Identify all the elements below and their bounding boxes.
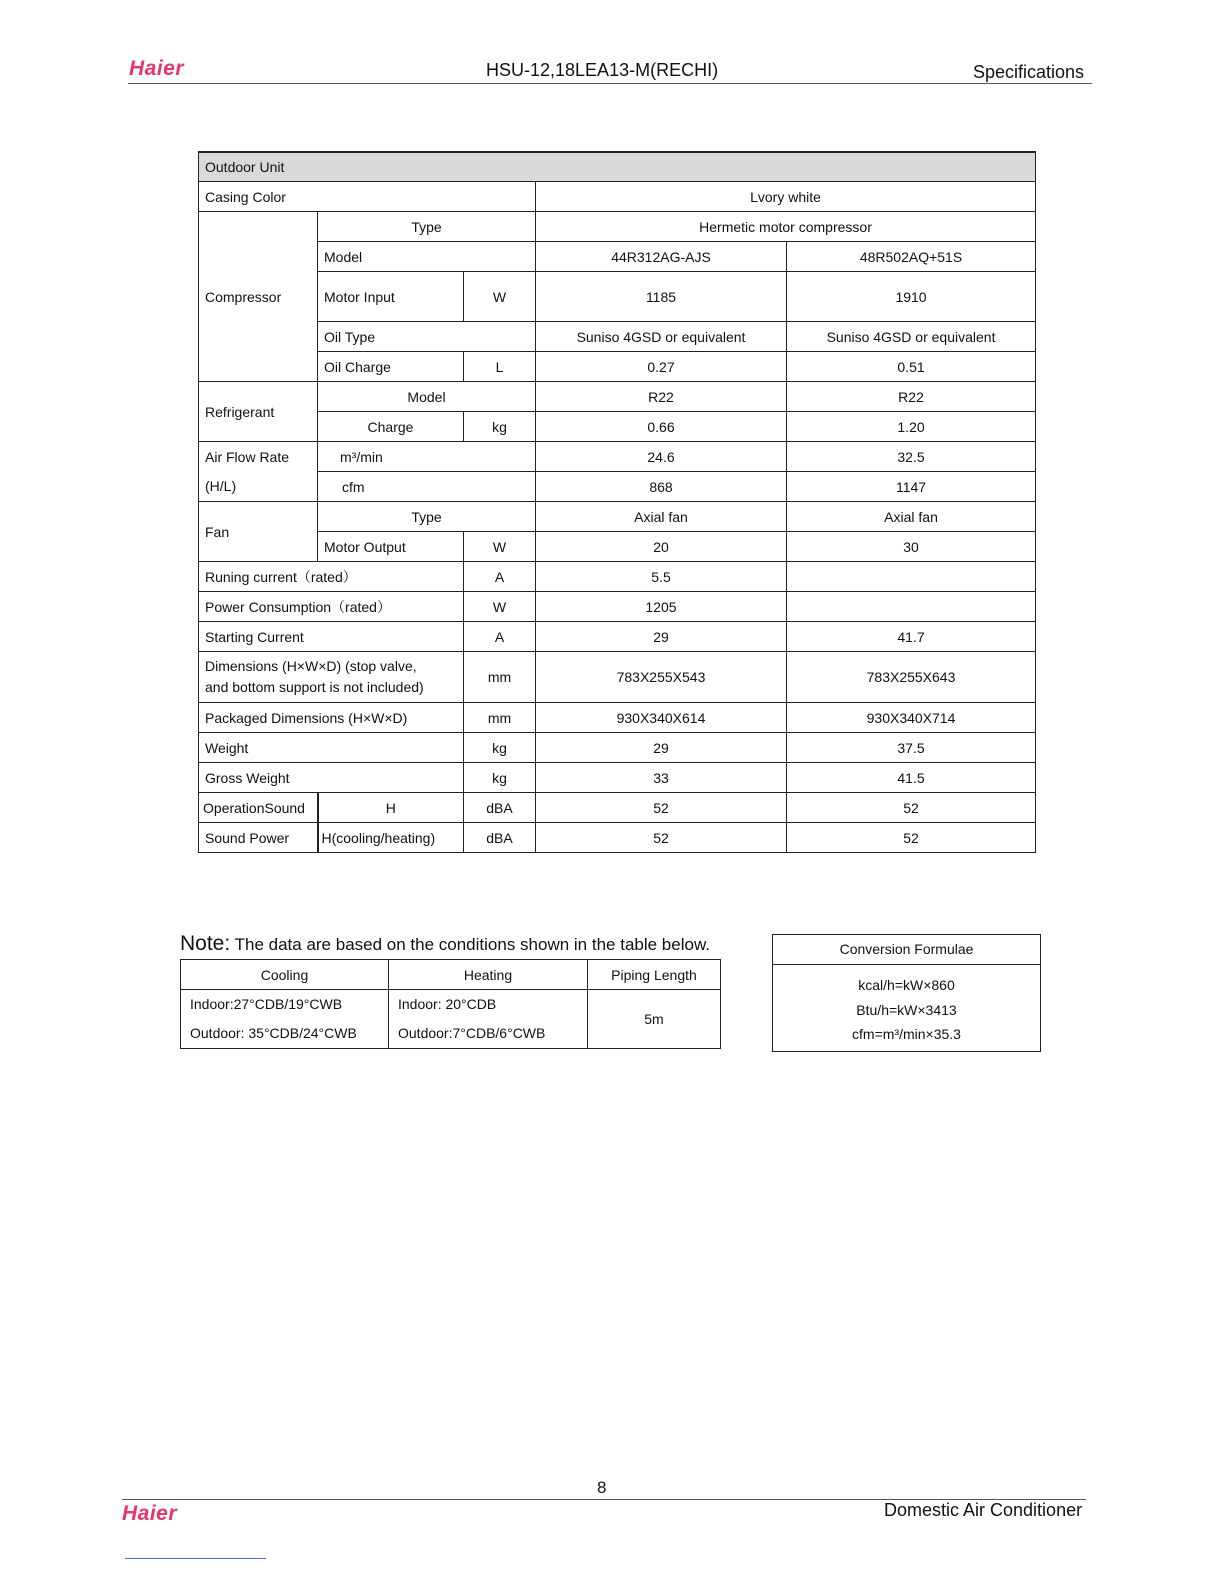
row-label xyxy=(199,652,464,703)
value-cell: 0.27 xyxy=(536,352,787,382)
value-cell: 37.5 xyxy=(787,733,1036,763)
conversion-line: Btu/h=kW×3413 xyxy=(856,1001,957,1018)
footer-logo: Haier xyxy=(122,1502,178,1525)
header-section: Specifications xyxy=(973,62,1085,82)
table-row xyxy=(199,622,1036,652)
row-sublabel: H(cooling/heating) xyxy=(318,823,464,853)
dimensions-label-line-1: Dimensions (H×W×D) (stop valve, xyxy=(205,658,417,674)
header-logo: Haier xyxy=(129,57,185,80)
col-header: Piping Length xyxy=(588,960,721,990)
row-label: OperationSound xyxy=(199,793,318,823)
conversion-line: kcal/h=kW×860 xyxy=(858,977,955,993)
piping-length: 5m xyxy=(588,990,721,1049)
table-row xyxy=(199,532,1036,562)
row-label: Sound Power xyxy=(199,823,318,853)
cooling-indoor: Indoor:27°CDB/19°CWB xyxy=(190,996,343,1012)
table-row xyxy=(199,652,1036,703)
header-rule xyxy=(128,83,1092,84)
value-cell: 1910 xyxy=(787,272,1036,322)
value-cell: 52 xyxy=(536,793,787,823)
group-label: Refrigerant xyxy=(199,382,318,442)
row-label: Motor Input xyxy=(318,272,464,322)
cooling-cell xyxy=(181,990,389,1049)
table-row xyxy=(199,703,1036,733)
row-label: Starting Current xyxy=(199,622,464,652)
value-cell: R22 xyxy=(536,382,787,412)
row-label: Gross Weight xyxy=(199,763,464,793)
table-row xyxy=(199,823,1036,853)
unit-cell: kg xyxy=(464,733,536,763)
conversion-box xyxy=(772,934,1041,1052)
heating-indoor: Indoor: 20°CDB xyxy=(398,996,497,1012)
value-cell: 930X340X714 xyxy=(787,703,1036,733)
table-row xyxy=(199,152,1036,182)
value-cell: 783X255X543 xyxy=(536,652,787,703)
table-row xyxy=(199,763,1036,793)
value-cell: Axial fan xyxy=(787,502,1036,532)
table-row xyxy=(199,793,1036,823)
spec-table xyxy=(198,151,1036,853)
conversion-lines xyxy=(773,965,1040,1047)
unit-cell: A xyxy=(464,562,536,592)
row-label: Weight xyxy=(199,733,464,763)
value-cell: R22 xyxy=(787,382,1036,412)
row-label: Oil Charge xyxy=(318,352,464,382)
value-cell: 1147 xyxy=(787,472,1036,502)
heating-cell xyxy=(389,990,588,1049)
col-header: Cooling xyxy=(181,960,389,990)
row-label: Type xyxy=(318,502,536,532)
value-cell: Suniso 4GSD or equivalent xyxy=(787,322,1036,352)
table-row xyxy=(181,960,721,990)
cooling-outdoor: Outdoor: 35°CDB/24°CWB xyxy=(190,1025,357,1041)
group-label: Air Flow Rate xyxy=(199,442,318,472)
conversion-line: cfm=m³/min×35.3 xyxy=(852,1026,961,1042)
row-label: Packaged Dimensions (H×W×D) xyxy=(199,703,464,733)
value-cell: 0.51 xyxy=(787,352,1036,382)
value-cell: 41.7 xyxy=(787,622,1036,652)
value-cell: 52 xyxy=(536,823,787,853)
table-row xyxy=(199,352,1036,382)
group-label: Fan xyxy=(199,502,318,562)
table-row xyxy=(199,322,1036,352)
value-cell: 1185 xyxy=(536,272,787,322)
value-cell: 44R312AG-AJS xyxy=(536,242,787,272)
value-cell: 52 xyxy=(787,793,1036,823)
row-value: Hermetic motor compressor xyxy=(536,212,1036,242)
value-cell: 783X255X643 xyxy=(787,652,1036,703)
row-label: Runing current（rated） xyxy=(199,562,464,592)
conditions-table xyxy=(180,959,721,1049)
value-cell: 5.5 xyxy=(536,562,787,592)
value-cell: 48R502AQ+51S xyxy=(787,242,1036,272)
table-row xyxy=(199,182,1036,212)
value-cell: 30 xyxy=(787,532,1036,562)
table-row xyxy=(199,502,1036,532)
value-cell: 29 xyxy=(536,733,787,763)
unit-cell: kg xyxy=(464,412,536,442)
footer-text: Domestic Air Conditioner xyxy=(884,1500,1083,1520)
value-cell: 24.6 xyxy=(536,442,787,472)
page-number: 8 xyxy=(597,1478,607,1497)
table-row xyxy=(199,592,1036,622)
unit-cell: A xyxy=(464,622,536,652)
unit-cell: kg xyxy=(464,763,536,793)
value-cell: 32.5 xyxy=(787,442,1036,472)
unit-cell: mm xyxy=(464,652,536,703)
note-line xyxy=(180,932,710,956)
table-row xyxy=(199,733,1036,763)
row-sublabel: H xyxy=(318,793,464,823)
table-row xyxy=(181,990,721,1049)
unit-cell: W xyxy=(464,532,536,562)
table-row xyxy=(199,472,1036,502)
value-cell: 1.20 xyxy=(787,412,1036,442)
value-cell: 0.66 xyxy=(536,412,787,442)
row-label: cfm xyxy=(318,472,536,502)
dimensions-label-line-2: and bottom support is not included) xyxy=(205,679,424,695)
value-cell: 41.5 xyxy=(787,763,1036,793)
table-title: Outdoor Unit xyxy=(199,152,1036,182)
table-row xyxy=(199,242,1036,272)
value-cell: 29 xyxy=(536,622,787,652)
note-label: Note: xyxy=(180,932,231,955)
value-cell: 930X340X614 xyxy=(536,703,787,733)
row-label: Oil Type xyxy=(318,322,536,352)
unit-cell: dBA xyxy=(464,793,536,823)
note-text: The data are based on the conditions shown in the table below. xyxy=(230,935,711,954)
value-cell: 1205 xyxy=(536,592,787,622)
footer-link-underline[interactable] xyxy=(125,1558,266,1559)
group-label: (H/L) xyxy=(199,472,318,502)
table-row xyxy=(199,442,1036,472)
unit-cell: L xyxy=(464,352,536,382)
value-cell: 20 xyxy=(536,532,787,562)
row-label: Casing Color xyxy=(199,182,536,212)
header-model: HSU-12,18LEA13-M(RECHI) xyxy=(486,60,719,80)
table-row xyxy=(199,412,1036,442)
value-cell: 33 xyxy=(536,763,787,793)
row-label: Charge xyxy=(318,412,464,442)
row-value: Lvory white xyxy=(536,182,1036,212)
value-cell xyxy=(787,562,1036,592)
row-label: Power Consumption（rated） xyxy=(199,592,464,622)
unit-cell: dBA xyxy=(464,823,536,853)
group-label: Compressor xyxy=(199,212,318,382)
table-row xyxy=(199,562,1036,592)
row-label: Type xyxy=(318,212,536,242)
note xyxy=(180,932,710,956)
row-label: Model xyxy=(318,242,536,272)
table-row xyxy=(199,382,1036,412)
value-cell: Axial fan xyxy=(536,502,787,532)
unit-cell: W xyxy=(464,592,536,622)
value-cell: Suniso 4GSD or equivalent xyxy=(536,322,787,352)
value-cell: 52 xyxy=(787,823,1036,853)
value-cell xyxy=(787,592,1036,622)
row-label: Motor Output xyxy=(318,532,464,562)
table-row xyxy=(199,212,1036,242)
row-label: Model xyxy=(318,382,536,412)
table-row xyxy=(199,272,1036,322)
col-header: Heating xyxy=(389,960,588,990)
unit-cell: mm xyxy=(464,703,536,733)
value-cell: 868 xyxy=(536,472,787,502)
row-label: m³/min xyxy=(318,442,536,472)
conversion-title: Conversion Formulae xyxy=(773,935,1040,965)
heating-outdoor: Outdoor:7°CDB/6°CWB xyxy=(398,1025,546,1041)
unit-cell: W xyxy=(464,272,536,322)
